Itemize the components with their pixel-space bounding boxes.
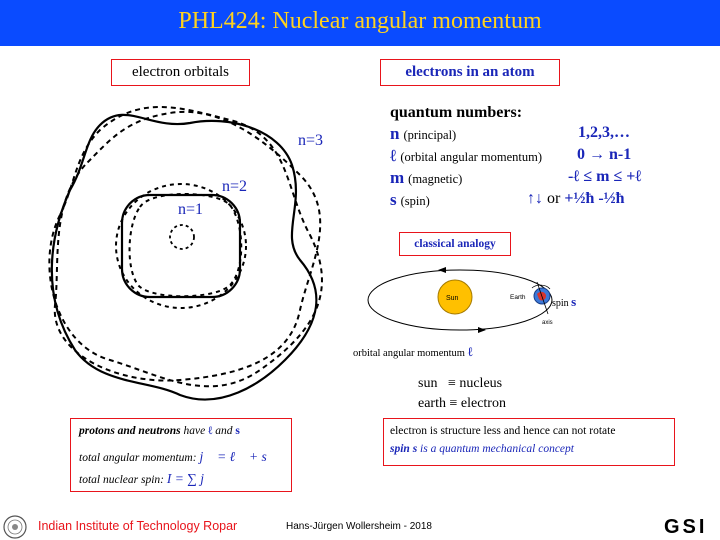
qn-row-magnetic: m (magnetic) -ℓ ≤ m ≤ +ℓ bbox=[390, 168, 642, 187]
electron-spin-box bbox=[383, 418, 675, 466]
electron-structure-line: electron is structure less and hence can not rotate bbox=[390, 425, 616, 437]
label-n2: n=2 bbox=[222, 178, 248, 195]
qn-value-principal: 1,2,3,… bbox=[578, 124, 630, 141]
iit-ropar-seal-icon bbox=[2, 514, 28, 540]
spin-annotation: spin s bbox=[552, 294, 577, 309]
quantum-numbers-title: quantum numbers: bbox=[390, 104, 523, 121]
qn-row-spin: s (spin) ↑↓ or +½ħ -½ħ bbox=[390, 190, 625, 209]
footer-institute: Indian Institute of Technology Ropar bbox=[38, 519, 238, 533]
nucleons-box bbox=[70, 418, 292, 492]
label-n3: n=3 bbox=[298, 132, 324, 149]
footer-author: Hans-Jürgen Wollersheim - 2018 bbox=[286, 521, 432, 532]
equiv-sun: sun ≡ nucleus bbox=[418, 376, 503, 391]
qn-value-magnetic: -ℓ ≤ m ≤ +ℓ bbox=[568, 168, 642, 185]
gsi-logo: GSI bbox=[664, 516, 708, 538]
page-title: PHL424: Nuclear angular momentum bbox=[178, 8, 542, 34]
orbit-arrow-top bbox=[438, 267, 446, 273]
sun-label: Sun bbox=[446, 295, 459, 302]
orbit-n1 bbox=[170, 225, 194, 249]
classical-analogy-tag: classical analogy bbox=[399, 232, 511, 256]
electrons-in-atom-tag: electrons in an atom bbox=[380, 59, 560, 86]
orbit-arrow-bottom bbox=[478, 327, 486, 333]
orbit-n3-dashed-a bbox=[49, 107, 322, 386]
label-n1: n=1 bbox=[178, 201, 204, 218]
equiv-earth: earth ≡ electron bbox=[418, 396, 506, 411]
axis-label: axis bbox=[542, 320, 553, 326]
qn-value-spin: ↑↓ or +½ħ -½ħ bbox=[527, 190, 625, 207]
qn-row-principal: n (principal) 1,2,3,… bbox=[390, 124, 630, 143]
electron-orbitals-tag: electron orbitals bbox=[111, 59, 250, 86]
qn-row-orbital: ℓ (orbital angular momentum) 0 → n-1 bbox=[390, 146, 632, 165]
spin-concept-line: spin s is a quantum mechanical concept bbox=[390, 443, 574, 455]
qn-value-orbital: 0 → n-1 bbox=[577, 146, 632, 163]
orbital-annotation: orbital angular momentum ℓ bbox=[353, 344, 473, 359]
orbit-n3-dashed-b bbox=[55, 112, 320, 381]
header-bar bbox=[0, 0, 720, 46]
total-nuclear-spin-line: total nuclear spin: I = ∑ j bbox=[79, 471, 204, 486]
earth-label: Earth bbox=[510, 294, 526, 301]
nucleons-line: protons and neutrons have ℓ and s bbox=[79, 425, 240, 437]
total-angular-momentum-line: total angular momentum: j⃗ = ℓ⃗ + s⃗ bbox=[79, 449, 278, 464]
orbit-n3-solid bbox=[52, 115, 317, 400]
